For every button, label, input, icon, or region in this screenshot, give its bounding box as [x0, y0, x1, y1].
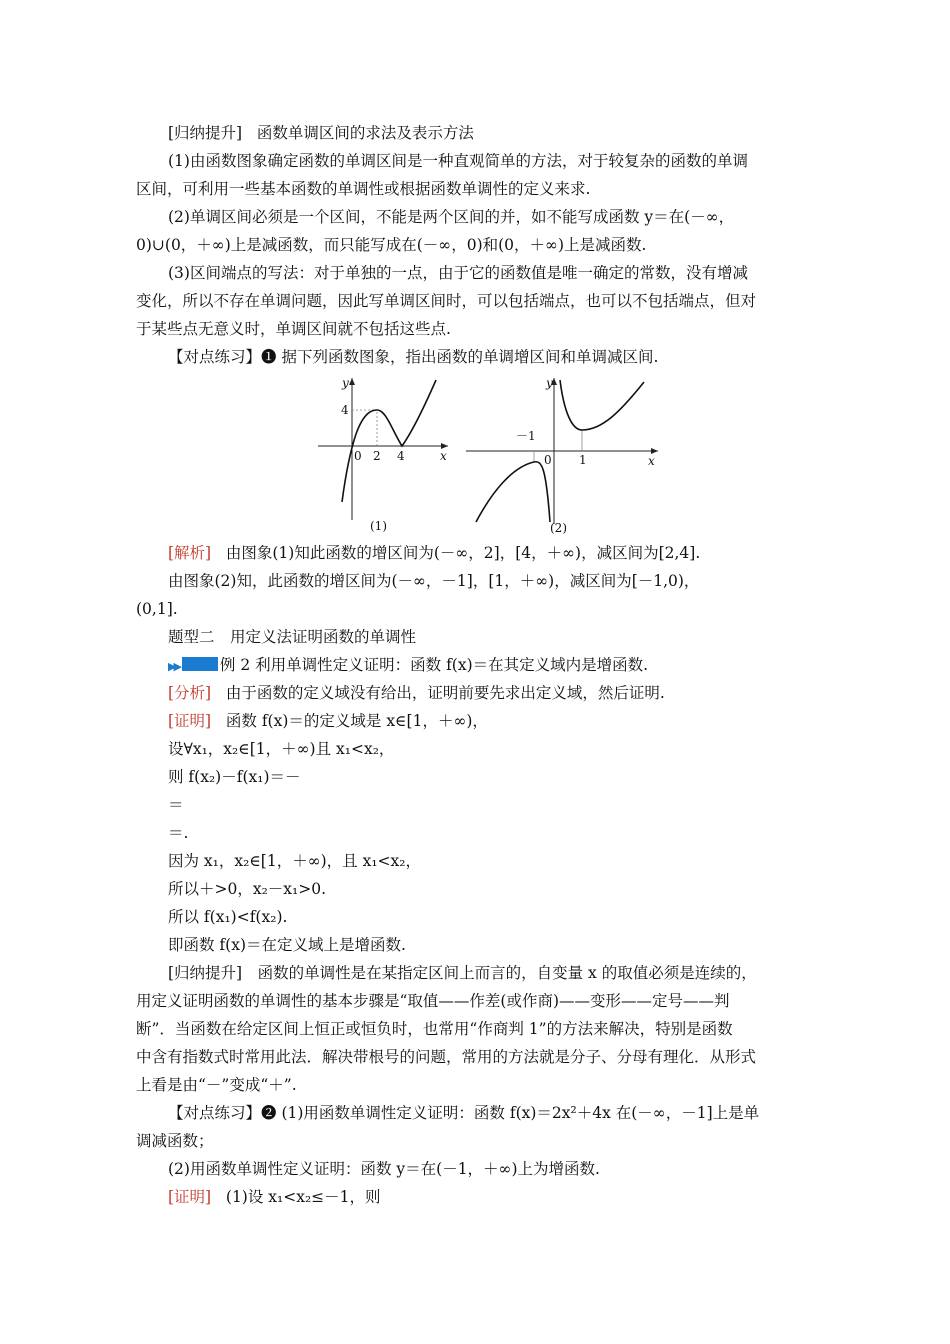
example-text: 例 2 利用单调性定义证明：函数 f(x)＝在其定义域内是增函数.	[219, 656, 649, 674]
arrow-icon: ▶▶	[168, 660, 179, 673]
paragraph-line: (3)区间端点的写法：对于单独的一点，由于它的函数值是唯一确定的常数，没有增减	[168, 264, 748, 282]
solution-1	[168, 542, 848, 564]
solution-text: 由图象(1)知此函数的增区间为(－∞，2]，[4，＋∞)，减区间为[2,4].	[225, 544, 701, 562]
analysis-text: 由于函数的定义域没有给出，证明前要先求出定义域，然后证明.	[225, 684, 665, 702]
proof-line: ＝.	[168, 824, 189, 842]
exercise-text: 据下列函数图象，指出函数的单调增区间和单调减区间.	[281, 348, 659, 366]
section-title: 题型二 用定义法证明函数的单调性	[168, 628, 417, 646]
proof-line: 则 f(x₂)－f(x₁)＝－	[168, 768, 301, 786]
summary-heading	[168, 122, 848, 144]
proof-line: ＝	[168, 796, 184, 814]
summary-line: 中含有指数式时常用此法．解决带根号的问题，常用的方法就是分子、分母有理化．从形式	[136, 1048, 757, 1066]
proof-line: 即函数 f(x)＝在定义域上是增函数.	[168, 936, 406, 954]
graph-caption: (2)	[550, 521, 567, 535]
analysis-tag: [分析]	[168, 684, 212, 702]
x-label: x	[648, 454, 655, 468]
curve-2-right	[560, 380, 644, 430]
origin-label: 0	[544, 453, 552, 467]
proof-line: 所以＋>0，x₂－x₁>0.	[168, 880, 327, 898]
paragraph-line: 变化，所以不存在单调问题，因此写单调区间时，可以包括端点，也可以不包括端点，但对	[136, 292, 757, 310]
summary-title: 函数单调区间的求法及表示方法	[256, 124, 474, 142]
x-tick-label: －1	[516, 429, 536, 443]
y-label: y	[546, 376, 553, 390]
y-tick-label: 4	[341, 403, 349, 417]
proof-tag: [证明]	[168, 712, 212, 730]
paragraph-line: (1)由函数图象确定函数的单调区间是一种直观简单的方法，对于较复杂的函数的单调	[168, 152, 748, 170]
proof	[168, 710, 848, 732]
y-label: y	[342, 376, 349, 390]
exercise-2	[168, 1102, 848, 1124]
proof-2	[168, 1186, 848, 1208]
paragraph-line: 0)∪(0，＋∞)上是减函数，而只能写成在(－∞，0)和(0，＋∞)上是减函数.	[136, 236, 647, 254]
exercise-1	[168, 346, 848, 368]
x-tick-label: 2	[373, 449, 381, 463]
exercise-label: 【对点练习】❶	[168, 348, 277, 366]
solution-tag: [解析]	[168, 544, 212, 562]
proof-text: 函数 f(x)＝的定义域是 x∈[1，＋∞)，	[225, 712, 488, 730]
graph-1	[312, 372, 454, 536]
proof-tag: [证明]	[168, 1188, 212, 1206]
origin-label: 0	[354, 449, 362, 463]
summary-line: 断”．当函数在给定区间上恒正或恒负时，也常用“作商判 1”的方法来解决，特别是函数	[136, 1020, 733, 1038]
y-axis-arrow	[349, 378, 355, 385]
paragraph-line: 区间，可利用一些基本函数的单调性或根据函数单调性的定义来求.	[136, 180, 591, 198]
x-tick-label: 4	[397, 449, 405, 463]
graph-2	[462, 372, 662, 536]
curve-1	[342, 380, 436, 502]
proof-line: 设∀x₁，x₂∈[1，＋∞)且 x₁<x₂，	[168, 740, 395, 758]
example-2	[168, 654, 848, 678]
x-label: x	[440, 449, 447, 463]
proof-line: 因为 x₁，x₂∈[1，＋∞)，且 x₁<x₂，	[168, 852, 422, 870]
exercise-line: 调减函数；	[136, 1132, 214, 1150]
proof-text: (1)设 x₁<x₂≤－1，则	[225, 1188, 381, 1206]
solution-line: (0,1].	[136, 600, 178, 618]
example-badge-icon	[182, 657, 218, 671]
paragraph-line: 于某些点无意义时，单调区间就不包括这些点.	[136, 320, 451, 338]
proof-line: 所以 f(x₁)<f(x₂).	[168, 908, 288, 926]
exercise-label: 【对点练习】❷	[168, 1104, 277, 1122]
solution-line: 由图象(2)知，此函数的增区间为(－∞，－1]，[1，＋∞)，减区间为[－1,0)，	[168, 572, 700, 590]
exercise-text: (1)用函数单调性定义证明：函数 f(x)＝2x²＋4x 在(－∞，－1]上是单	[281, 1104, 760, 1122]
x-tick-label: 1	[579, 453, 587, 467]
summary-line: 用定义证明函数的单调性的基本步骤是“取值——作差(或作商)——变形——定号——判	[136, 992, 730, 1010]
curve-2-left	[476, 462, 550, 522]
exercise-line: (2)用函数单调性定义证明：函数 y＝在(－1，＋∞)上为增函数.	[168, 1160, 600, 1178]
summary-line: 上看是由“－”变成“＋”.	[136, 1076, 297, 1094]
graph-caption: (1)	[370, 519, 387, 533]
analysis	[168, 682, 848, 704]
paragraph-line: (2)单调区间必须是一个区间，不能是两个区间的并，如不能写成函数 y＝在(－∞，	[168, 208, 735, 226]
summary-line: [归纳提升] 函数的单调性是在某指定区间上而言的，自变量 x 的取值必须是连续的，	[168, 964, 757, 982]
summary-tag: [归纳提升]	[168, 124, 243, 142]
